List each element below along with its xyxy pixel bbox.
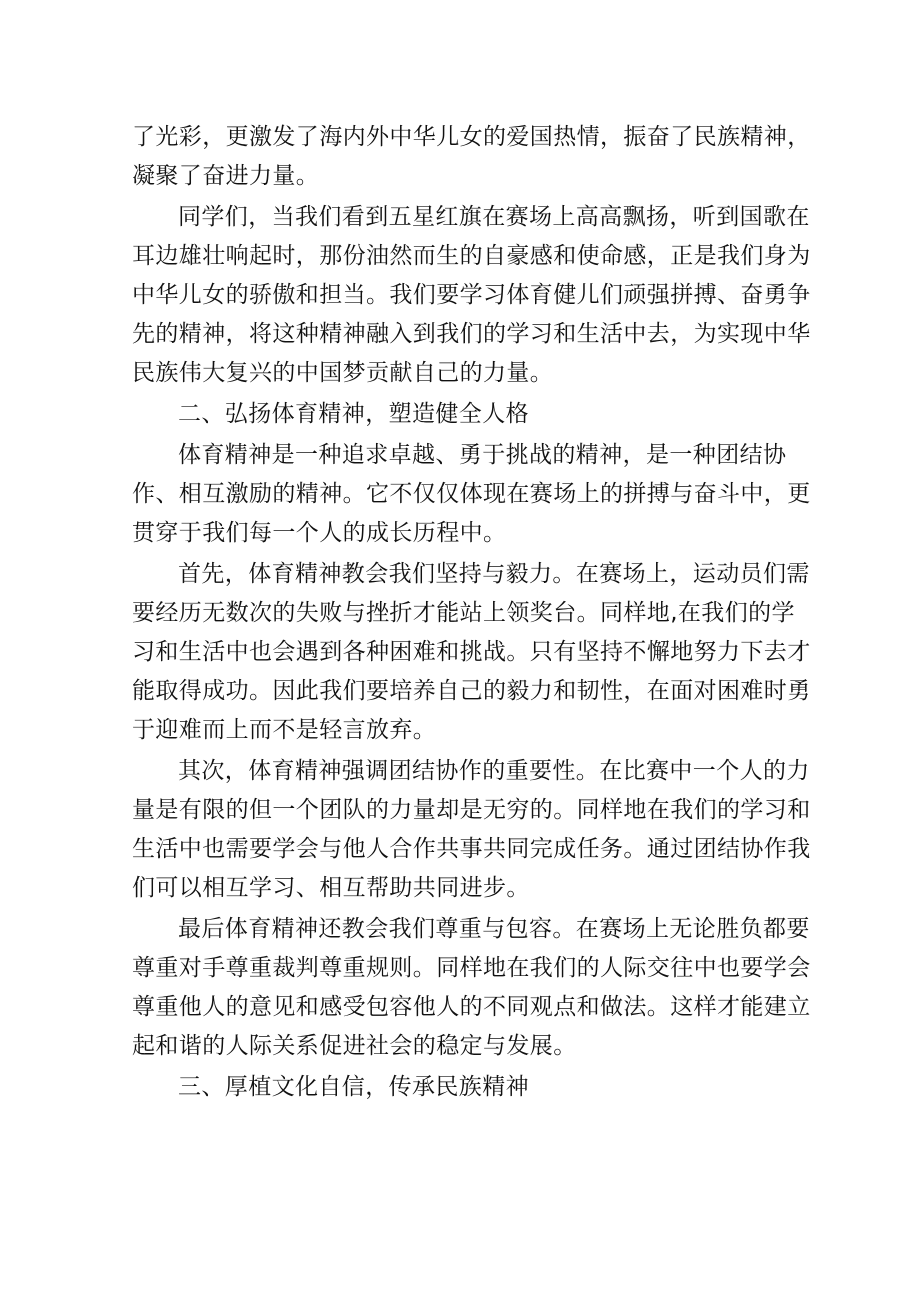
section-heading-3: 三、厚植文化自信，传承民族精神 — [178, 1074, 529, 1100]
paragraph-second: 其次，体育精神强调团结协作的重要性。在比赛中一个人的力量是有限的但一个团队的力量却是无穷的。同样地在我们的学习和生活中也需要学会与他人合作共事共同完成任务。通过团结协作我们可以相互学习、相互帮助共同进步。 — [132, 758, 811, 901]
paragraph-sports-spirit: 体育精神是一种追求卓越、勇于挑战的精神，是一种团结协作、相互激励的精神。它不仅仅体现在赛场上的拼搏与奋斗中，更贯穿于我们每一个人的成长历程中。 — [132, 442, 811, 546]
paragraph-first: 首先，体育精神教会我们坚持与毅力。在赛场上，运动员们需要经历无数次的失败与挫折才能站上领奖台。同样地,在我们的学习和生活中也会遇到各种困难和挑战。只有坚持不懈地努力下去才能取得成功。因此我们要培养自己的毅力和韧性，在面对困难时勇于迎难而上而不是轻言放弃。 — [132, 561, 811, 743]
document-body — [132, 118, 812, 1109]
paragraph-continuation: 了光彩，更激发了海内外中华儿女的爱国热情，振奋了民族精神，凝聚了奋进力量。 — [132, 124, 811, 189]
paragraph-students: 同学们，当我们看到五星红旗在赛场上高高飘扬，听到国歌在耳边雄壮响起时，那份油然而生的自豪感和使命感，正是我们身为中华儿女的骄傲和担当。我们要学习体育健儿们顽强拼搏、奋勇争先的精神，将这种精神融入到我们的学习和生活中去，为实现中华民族伟大复兴的中国梦贡献自己的力量。 — [132, 204, 811, 386]
section-heading-2: 二、弘扬体育精神，塑造健全人格 — [178, 401, 529, 427]
paragraph-last: 最后体育精神还教会我们尊重与包容。在赛场上无论胜负都要尊重对手尊重裁判尊重规则。同样地在我们的人际交往中也要学会尊重他人的意见和感受包容他人的不同观点和做法。这样才能建立起和谐的人际关系促进社会的稳定与发展。 — [132, 916, 811, 1059]
